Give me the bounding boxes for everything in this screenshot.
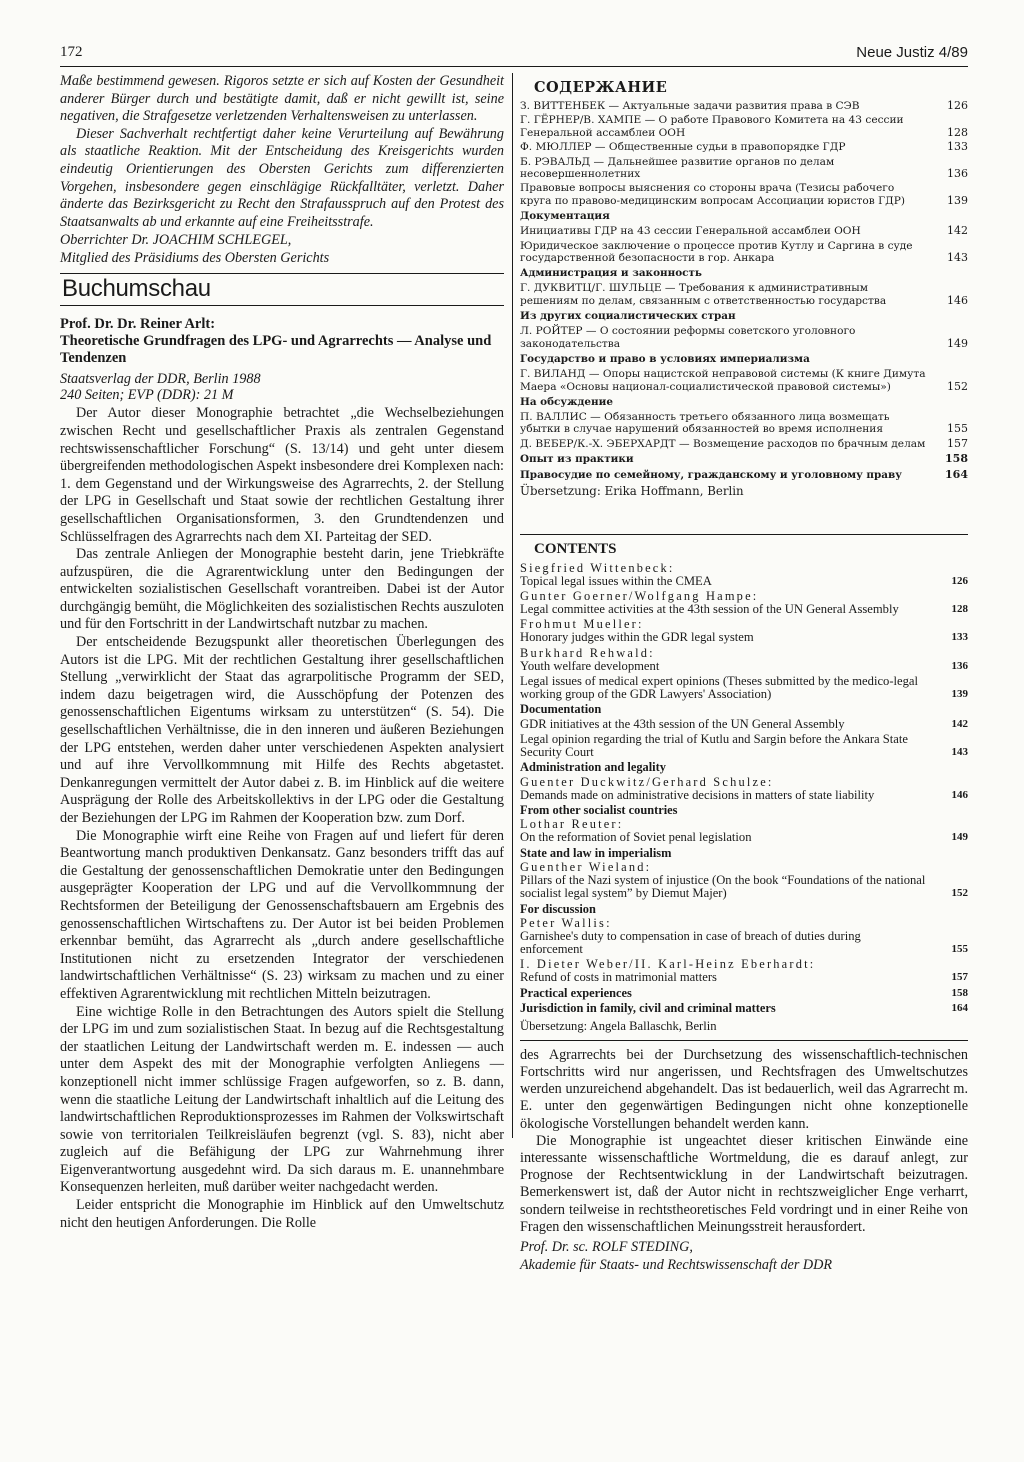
toc-entry-page: 164: [951, 1002, 968, 1015]
toc-section-heading: Из других социалистических стран: [520, 310, 736, 323]
toc-entry-author: Burkhard Rehwald:: [520, 645, 655, 660]
toc-entry: [520, 453, 968, 465]
toc-entry: [520, 438, 968, 450]
toc-entry-title: Topical legal issues within the CMEA: [520, 573, 712, 588]
toc-section-heading: From other socialist countries: [520, 802, 678, 817]
toc-entry-page: 146: [947, 293, 968, 307]
toc-entry-page: 142: [951, 717, 968, 730]
toc-entry-page: 136: [951, 659, 968, 672]
toc-entry: [520, 240, 968, 265]
toc-entry: [520, 469, 968, 481]
review-continuation-paragraph: Die Monographie ist ungeachtet dieser kritischen Einwände eine interessante wissenschaftliche Wortmeldung, die es darauf anlegt, zur Prognose der Rechtsentwicklung in der Landwirtschaft beizutragen. Bemerkenswert ist, daß der Autor nicht in rechtszweiglicher Enge verharrt, sondern teilweise in rechtstheoretisches Feld vordringt und in einer Reihe von Fragen den wissenschaftlichen Meinungsstreit herausfordert.: [520, 1132, 968, 1235]
review-paragraph: Das zentrale Anliegen der Monographie besteht darin, jene Triebkräfte aufzuspüren, die die Agrarentwicklung unter den Bedingungen der entwickelten sozialistischen Gesellschaft vorantreiben. Dabei ist der Autor durchgängig bemüht, die Möglichkeiten des sozialistischen Rechts auszuloten und für den Fortschritt in der Landwirtschaft nutzbar zu machen.: [60, 546, 504, 633]
review-body: [60, 405, 504, 1232]
toc-english-translator: Übersetzung: Angela Ballaschk, Berlin: [520, 1018, 717, 1033]
toc-entry: [520, 100, 968, 112]
toc-section-heading: На обсуждение: [520, 395, 613, 408]
header-rule: [60, 66, 968, 67]
toc-section-heading: Документация: [520, 210, 610, 223]
toc-section-heading: For discussion: [520, 901, 596, 916]
toc-entry: [520, 141, 968, 153]
toc-entry-title: Jurisdiction in family, civil and criminal matters: [520, 1001, 776, 1016]
toc-entry: [520, 368, 968, 393]
toc-entry-title: Legal issues of medical expert opinions (Theses submitted by the medico-legal working group of the GDR Lawyers' Association): [520, 673, 918, 701]
toc-entry-author: Siegfried Wittenbeck:: [520, 560, 675, 575]
toc-entry: [520, 718, 968, 731]
toc-entry-title: Опыт из практики: [520, 453, 634, 466]
toc-entry-title: Л. РОЙТЕР — О состоянии реформы советского уголовного законодательства: [520, 325, 856, 350]
toc-entry: [520, 282, 968, 307]
toc-english-list: [520, 562, 968, 1016]
toc-entry-page: 143: [951, 746, 968, 759]
toc-entry-author: Lothar Reuter:: [520, 817, 624, 832]
toc-entry: [520, 675, 968, 701]
toc-entry-title: Demands made on administrative decisions in matters of state liability: [520, 787, 875, 802]
toc-entry: [520, 114, 968, 139]
toc-entry-title: Г. ВИЛАНД — Опоры нацистской неправовой системы (К книге Димута Маера «Основы национал-социалистической правовой системы»): [520, 368, 926, 393]
toc-entry-page: 139: [951, 687, 968, 700]
toc-entry-page: 152: [951, 887, 968, 900]
toc-english-heading: CONTENTS: [534, 540, 617, 557]
toc-entry-page: 149: [947, 336, 968, 350]
prev-article-paragraph: Maße bestimmend gewesen. Rigoros setzte er sich auf Kosten der Gesundheit anderer Bürger durch und bestätigte damit, daß er nicht gewillt ist, seine negativen, die Strafgesetze verletzenden Verhaltensweisen zu unterlassen.: [60, 73, 504, 125]
book-author: Prof. Dr. Dr. Reiner Arlt:: [60, 316, 216, 333]
toc-entry-title: On the reformation of Soviet penal legislation: [520, 830, 752, 845]
page-header: [60, 44, 968, 66]
toc-entry-page: 128: [947, 125, 968, 139]
toc-entry-author: I. Dieter Weber/II. Karl-Heinz Eberhardt:: [520, 957, 816, 972]
toc-entry-page: 155: [951, 943, 968, 956]
toc-entry: [520, 325, 968, 350]
page-number: 172: [60, 44, 83, 60]
toc-entry-page: 128: [951, 603, 968, 616]
prev-article-paragraph: Dieser Sachverhalt rechtfertigt daher keine Verurteilung auf Bewährung als staatliche Reaktion. Mit der Entscheidung des Kreisgerichts wurden eindeutig Orientierungen des Obersten Gerichts zum differenzierten Vorgehen, insbesondere gegen einschlägige Rückfalltäter, verletzt. Daher änderte das Bezirksgericht zu Recht den Strafausspruch auf den Protest des Staatsanwalts ab und erkannte auf eine Freiheitsstrafe.: [60, 125, 504, 230]
toc-entry-page: 139: [947, 193, 968, 207]
section-rubric: Buchumschau: [60, 273, 504, 306]
prev-article-signature: Oberrichter Dr. JOACHIM SCHLEGEL,: [60, 232, 292, 249]
toc-entry: [520, 631, 968, 644]
review-signature: Prof. Dr. sc. ROLF STEDING,: [520, 1238, 693, 1255]
column-divider: [512, 73, 513, 1138]
toc-entry-page: 157: [951, 971, 968, 984]
toc-entry-page: 158: [945, 452, 968, 466]
toc-entry-author: Guenter Duckwitz/Gerhard Schulze:: [520, 774, 774, 789]
toc-russian-heading: СОДЕРЖАНИЕ: [534, 79, 668, 96]
toc-entry-title: Правовые вопросы выяснения со стороны врача (Тезисы рабочего круга по правово-медицинским вопросам Ассоциации юристов ГДР): [520, 182, 905, 207]
journal-issue: Neue Justiz 4/89: [856, 44, 968, 61]
toc-entry-page: 157: [947, 436, 968, 450]
toc-entry: [520, 182, 968, 207]
toc-entry-title: Инициативы ГДР на 43 сессии Генеральной ассамблеи ООН: [520, 225, 861, 238]
toc-entry: [520, 971, 968, 984]
toc-entry-title: Pillars of the Nazi system of injustice (On the book “Foundations of the national socialist legal system” by Diemut Majer): [520, 873, 926, 901]
toc-section-heading: Documentation: [520, 702, 602, 717]
book-pages-price: 240 Seiten; EVP (DDR): 21 M: [60, 387, 234, 404]
toc-entry-author: Frohmut Mueller:: [520, 617, 644, 632]
toc-entry-author: Guenther Wieland:: [520, 860, 652, 875]
review-paragraph: Die Monographie wirft eine Reihe von Fragen auf und liefert für deren Beantwortung manch produktiven Denkansatz. Ganz besonders trifft das auf die Gestaltung der genossenschaftlichen Demokratie unter den Bedingungen ausgeprägter Kooperation der LPG und auf die Vervollkommnung der Rechtsformen der Beteiligung der Genossenschaftsbauern am Ergebnis des genossenschaftlichen Wirtschaftens zu. Der Autor ist bei beiden Problemen erkennbar bemüht, das Agrarrecht als „durch andere gesellschaftliche Institutionen nicht zu ersetzenden Integrator der verschiedenen landwirtschaftlichen Verhältnisse“ (S. 23) wirksam zu machen und zu einer effektiven Agrarentwicklung mit rechtlichen Mitteln beizutragen.: [60, 827, 504, 1002]
toc-entry-page: 164: [945, 467, 968, 481]
toc-entry-title: З. ВИТТЕНБЕК — Актуальные задачи развития права в СЭВ: [520, 100, 860, 112]
toc-entry-title: Г. ДУКВИТЦ/Г. ШУЛЬЦЕ — Требования к административным решениям по делам, связанным с ответственностью государства: [520, 282, 887, 307]
toc-entry-page: 152: [947, 379, 968, 393]
toc-entry-title: Б. РЭВАЛЬД — Дальнейшее развитие органов по делам несовершеннолетних: [520, 155, 835, 181]
toc-entry: [520, 411, 968, 436]
toc-entry-page: 133: [947, 140, 968, 154]
toc-entry: [520, 660, 968, 673]
toc-entry: [520, 733, 968, 759]
toc-russian-list: [520, 100, 968, 481]
toc-english: [520, 534, 968, 1041]
toc-entry: [520, 1002, 968, 1016]
toc-entry-title: Legal opinion regarding the trial of Kutlu and Sargin before the Ankara State Security Court: [520, 731, 908, 760]
toc-entry-title: П. ВАЛЛИС — Обязанность третьего обязанного лица возмещать убытки в случае нарушений обязанностей во время исполнения: [520, 410, 890, 436]
toc-section-heading: Администрация и законность: [520, 267, 702, 280]
prev-article-signature-affiliation: Mitglied des Präsidiums des Obersten Gerichts: [60, 250, 330, 267]
toc-entry-author: Gunter Goerner/Wolfgang Hampe:: [520, 589, 759, 604]
review-signature-affiliation: Akademie für Staats- und Rechtswissenschaft der DDR: [520, 1256, 833, 1273]
toc-entry-title: Refund of costs in matrimonial matters: [520, 970, 717, 985]
toc-entry-title: Youth welfare development: [520, 658, 660, 673]
toc-entry: [520, 156, 968, 181]
toc-entry-title: Legal committee activities at the 43th session of the UN General Assembly: [520, 602, 899, 617]
toc-section-heading: Государство и право в условиях империализма: [520, 353, 810, 366]
toc-section-heading: Administration and legality: [520, 760, 666, 775]
book-title: Theoretische Grundfragen des LPG- und Agrarrechts — Analyse und Tendenzen: [60, 333, 492, 367]
toc-entry: [520, 789, 968, 802]
toc-entry-page: 146: [951, 788, 968, 801]
toc-entry-page: 133: [951, 631, 968, 644]
toc-entry-title: GDR initiatives at the 43th session of the UN General Assembly: [520, 716, 845, 731]
toc-section-heading: State and law in imperialism: [520, 845, 672, 860]
toc-entry-page: 158: [951, 986, 968, 999]
toc-entry-page: 136: [947, 167, 968, 181]
toc-entry-page: 143: [947, 251, 968, 265]
toc-entry: [520, 575, 968, 588]
review-paragraph: Der entscheidende Bezugspunkt aller theoretischen Überlegungen des Autors ist die LPG. Mit der rechtlichen Gestaltung ihrer gesellschaftlichen Stellung „verwirklicht der Staat das agrarpolitische Programm der SED, indem dazu beigetragen wird, die Ausschöpfung der Potenzen des genossenschaftlichen Eigentums wirksam zu unterstützen“ (S. 54). Die gesellschaftlichen Verhältnisse, die in den inneren und äußeren Beziehungen der LPG entstehen, werden daher unter verschiedenen Aspekten analysiert und auf ihre Vervollkommnung mit Hilfe des Rechts abgetastet. Denkanregungen vermittelt der Autor dabei z. B. im Hinblick auf die weitere Ausprägung der Rolle des Arbeitskollektivs in der LPG oder die Gestaltung der Beziehungen der LPG im Rahmen der Kooperation bzw. zum Dorf.: [60, 634, 504, 826]
toc-entry-title: Garnishee's duty to compensation in case of breach of duties during enforcement: [520, 929, 861, 957]
toc-entry-page: 149: [951, 831, 968, 844]
toc-entry-author: Peter Wallis:: [520, 916, 612, 931]
review-paragraph: Leider entspricht die Monographie im Hinblick auf den Umweltschutz nicht den heutigen Anforderungen. Die Rolle: [60, 1197, 504, 1231]
left-column: [60, 73, 504, 1232]
toc-entry-page: 155: [947, 422, 968, 436]
toc-entry-page: 126: [951, 574, 968, 587]
toc-russian-translator: Übersetzung: Erika Hoffmann, Berlin: [520, 483, 744, 498]
toc-entry-title: Ф. МЮЛЛЕР — Общественные судьи в правопорядке ГДР: [520, 141, 846, 154]
right-column: [520, 73, 968, 1274]
toc-entry-title: Юридическое заключение о процессе против Кутлу и Саргина в суде государственной безопасности в гор. Анкара: [520, 239, 913, 265]
toc-entry-title: Д. ВЕБЕР/К.-Х. ЭБЕРХАРДТ — Возмещение расходов по брачным делам: [520, 437, 926, 450]
toc-entry-page: 126: [947, 99, 968, 112]
toc-entry: [520, 225, 968, 237]
toc-entry-title: Г. ГЁРНЕР/В. ХАМПЕ — О работе Правового Комитета на 43 сессии Генеральной ассамблеи ООН: [520, 114, 904, 139]
toc-russian: [520, 79, 968, 498]
toc-entry: [520, 874, 968, 900]
toc-entry-page: 142: [947, 224, 968, 238]
toc-entry-title: Правосудие по семейному, гражданскому и уголовному праву: [520, 468, 902, 481]
review-paragraph: Der Autor dieser Monographie betrachtet „die Wechselbeziehungen zwischen Recht und gesellschaftlicher Praxis als zentralen Gegenstand rechtswissenschaftlicher Forschung“ (S. 13/14) und geht unter diesem übergreifenden methodologischen Aspekt insbesondere drei Komplexen nach: 1. dem Gegenstand und der Wirkungsweise des Agrarrechts, 2. der Stellung der LPG in Gesellschaft und Staat sowie der rechtlichen Gestaltung ihrer gesellschaftlichen Organisationsformen, 3. den Grundtendenzen und Schlüsselfragen des Agrarrechts nach dem XI. Parteitag der SED.: [60, 405, 504, 545]
toc-entry: [520, 930, 968, 956]
review-paragraph: Eine wichtige Rolle in den Betrachtungen des Autors spielt die Stellung der LPG im und zum sozialistischen Staat. In bezug auf die Rechtsgestaltung der staatlichen Leitung der Landwirtschaft werden m. E. indessen — auch unter dem Aspekt des mit der Monographie verfolgten Anliegens — konzeptionell nicht immer schlüssige Fragen aufgeworfen, so z. B. dann, wenn die staatliche Leitung der Landwirtschaft inhaltlich auf die Leitung des landwirtschaftlichen Reproduktionsprozesses im Rahmen der Volkswirtschaft sowie von territorialen Teilkreisläufen begrenzt (vgl. S. 83), nicht aber zugleich auf die Befähigung der LPG zur Wahrnehmung ihrer Eigenverantwortung ausgedehnt wird. Da sich daraus m. E. unannehmbare Konsequenzen herleiten, muß darüber weiter nachgedacht werden.: [60, 1003, 504, 1196]
toc-entry: [520, 603, 968, 616]
book-publisher: Staatsverlag der DDR, Berlin 1988: [60, 371, 261, 388]
toc-entry-title: Honorary judges within the GDR legal system: [520, 630, 754, 645]
toc-entry: [520, 987, 968, 1001]
toc-entry: [520, 831, 968, 844]
toc-entry-title: Practical experiences: [520, 985, 632, 1000]
review-continuation-paragraph: des Agrarrechts bei der Durchsetzung des wissenschaftlich-technischen Fortschritts wird nur angerissen, und Rechtsfragen des Umweltschutzes werden unzureichend abgehandelt. Das ist bedauerlich, weil das Agrarrecht m. E. unter den gegenwärtigen Bedingungen nicht ohne konzeptionelle ökologische Vorstellungen behandelt werden kann.: [520, 1046, 968, 1132]
